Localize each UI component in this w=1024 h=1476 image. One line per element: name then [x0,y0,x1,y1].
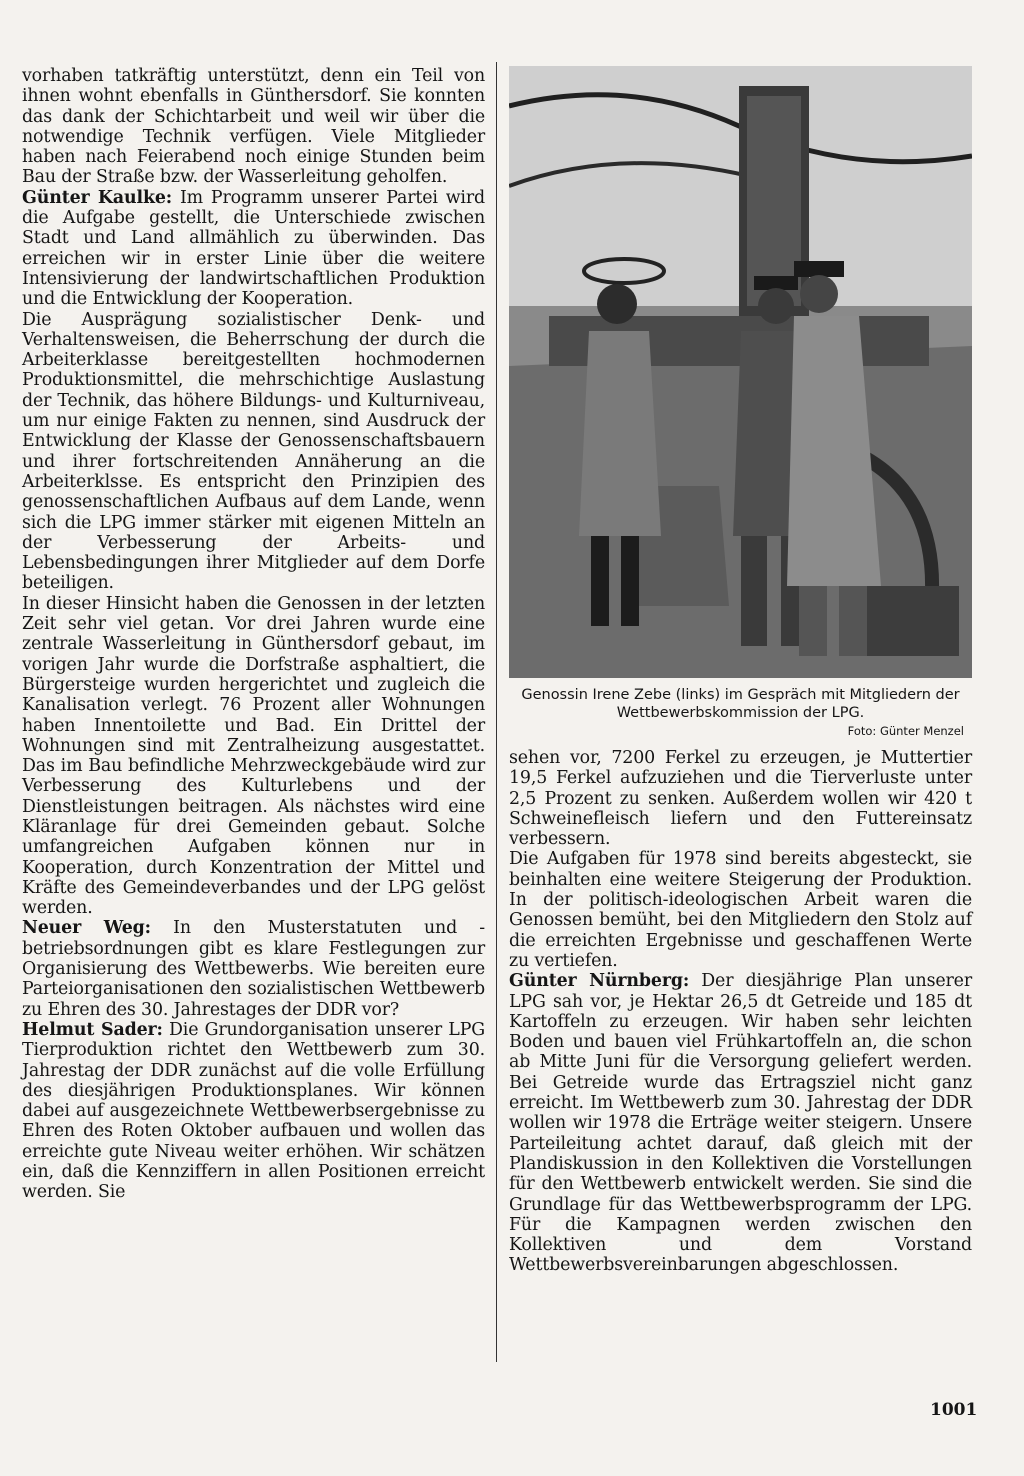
speech-text: In den Musterstatuten und -betriebsordnungen gibt es klare Festlegungen zur Organisierung des Wettbewerbs. Wie bereiten eure Parteiorganisationen den sozialistischen Wettbewerb zu Ehren des 30. Jahrestages der DDR vor? [22,918,485,1020]
speech-text: Der diesjährige Plan unserer LPG sah vor, je Hektar 26,5 dt Getreide und 185 dt Kartoffeln zu erzeugen. Wir haben sehr leichten Boden und bauen viel Frühkartoffeln an, die schon ab Mitte Juni für die Versorgung geliefert werden. Bei Getreide wurde das Ertragsziel nicht ganz erreicht. Im Wettbewerb zum 30. Jahrestag der DDR wollen wir 1978 die Erträge weiter steigern. Unsere Parteileitung achtet darauf, daß gleich mit der Plandiskussion in den Kollektiven die Vorstellungen für den Wettbewerb entwickelt werden. Sie sind die Grundlage für das Wettbewerbsprogramm der LPG. Für die Kampagnen werden zwischen den Kollektiven und dem Vorstand Wettbewerbsvereinbarungen abgeschlossen. [509,971,972,1276]
speech-text: Im Programm unserer Partei wird die Aufgabe gestellt, die Unterschiede zwischen Stadt und Land allmählich zu überwinden. Das erreichen wir in erster Linie über die weitere Intensivierung der landwirtschaftlichen Produktion und die Entwicklung der Kooperation. [22,187,485,310]
photo-caption: Genossin Irene Zebe (links) im Gespräch mit Mitgliedern der Wettbewerbskommission der LPG. [521,687,960,721]
paragraph: vorhaben tatkräftig unterstützt, denn ein Teil von ihnen wohnt ebenfalls in Günthersdorf. Sie konnten das dank der Schichtarbeit und weil wir über die notwendige Technik verfügen. Viele Mitglieder haben nach Feierabend noch einige Stunden beim Bau der Straße bzw. der Wasserleitung geholfen. [22,66,485,188]
paragraph [22,918,485,1019]
photo-illustration [509,66,972,678]
paragraph: Die Aufgaben für 1978 sind bereits abgesteckt, sie beinhalten eine weitere Steigerung der Produktion. In der politisch-ideologischen Arbeit waren die Genossen bemüht, bei den Mitgliedern den Stolz auf die erreichten Ergebnisse und geschaffenen Werte zu vertiefen. [509,849,972,971]
paragraph [22,1020,485,1203]
photo-credit: Foto: Günter Menzel [847,724,964,738]
article-photo [509,66,972,678]
left-column [22,66,485,1203]
page-number: 1001 [930,1400,978,1420]
speaker-name: Neuer Weg: [22,918,151,939]
paragraph [22,188,485,310]
paragraph: sehen vor, 7200 Ferkel zu erzeugen, je Muttertier 19,5 Ferkel aufzuziehen und die Tierverluste unter 2,5 Prozent zu senken. Außerdem wollen wir 420 t Schweinefleisch liefern und den Futtereinsatz verbessern. [509,748,972,850]
paragraph [509,971,972,1275]
speaker-name: Helmut Sader: [22,1019,163,1040]
speaker-name: Günter Kaulke: [22,187,173,208]
right-column [509,748,972,1276]
speaker-name: Günter Nürnberg: [509,971,690,992]
paragraph: In dieser Hinsicht haben die Genossen in der letzten Zeit sehr viel getan. Vor drei Jahren wurde eine zentrale Wasserleitung in Günthersdorf gebaut, im vorigen Jahr wurde die Dorfstraße asphaltiert, die Bürgersteige wurden hergerichtet und zugleich die Kanalisation verlegt. 76 Prozent aller Wohnungen haben Innentoilette und Bad. Ein Drittel der Wohnungen sind mit Zentralheizung ausgestattet. Das im Bau befindliche Mehrzweckgebäude wird zur Verbesserung des Kulturlebens und der Dienstleistungen beitragen. Als nächstes wird eine Kläranlage für drei Gemeinden gebaut. Solche umfangreichen Aufgaben können nur in Kooperation, durch Konzentration der Mittel und Kräfte des Gemeindeverbandes und der LPG gelöst werden. [22,593,485,919]
speech-text: Die Grundorganisation unserer LPG Tierproduktion richtet den Wettbewerb zum 30. Jahrestag der DDR zunächst auf die volle Erfüllung des diesjährigen Produktionsplanes. Wir können dabei auf ausgezeichnete Wettbewerbsergebnisse zu Ehren des Roten Oktober aufbauen und wollen das erreichte gute Niveau weiter erhöhen. Wir schätzen ein, daß die Kennziffern in allen Positionen erreicht werden. Sie [22,1019,485,1203]
column-divider [496,62,497,1362]
paragraph: Die Ausprägung sozialistischer Denk- und Verhaltensweisen, die Beherrschung der durch die Arbeiterklasse bereitgestellten hochmodernen Produktionsmittel, die mehrschichtige Auslastung der Technik, das höhere Bildungs- und Kulturniveau, um nur einige Fakten zu nennen, sind Ausdruck der Entwicklung der Klasse der Genossenschaftsbauern und ihrer fortschreitenden Annäherung an die Arbeiterklsse. Es entspricht den Prinzipien des genossenschaftlichen Aufbaus auf dem Lande, wenn sich die LPG immer stärker mit eigenen Mitteln an der Verbesserung der Arbeits- und Lebensbedingungen ihrer Mitglieder auf dem Dorfe beteiligen. [22,309,485,594]
